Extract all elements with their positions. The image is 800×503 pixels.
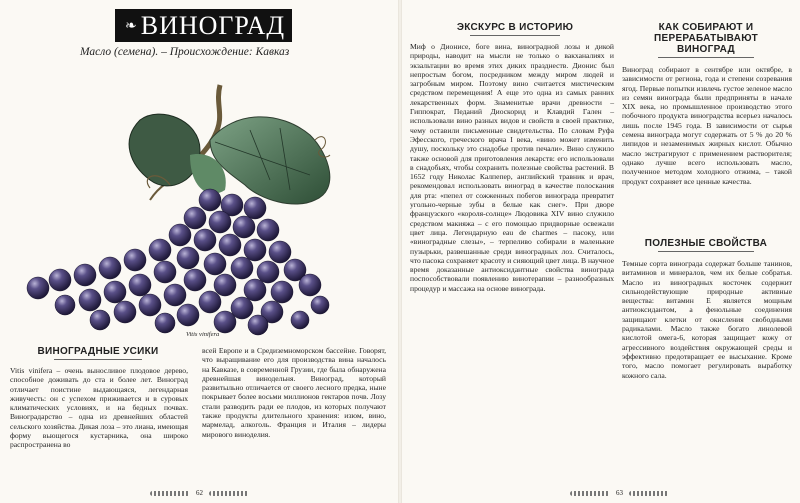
heading-text: КАК СОБИРАЮТ И ПЕРЕРАБАТЫВАЮТ ВИНОГРАД bbox=[654, 22, 758, 55]
page-title bbox=[115, 9, 292, 42]
folio-right bbox=[570, 489, 669, 497]
section-heading-history bbox=[440, 22, 590, 36]
left-column-2 bbox=[202, 346, 386, 439]
heading-rule bbox=[470, 35, 560, 36]
heading-text: ПОЛЕЗНЫЕ СВОЙСТВА bbox=[644, 238, 768, 249]
paragraph: всей Европе и в Средиземноморском бассейне. Говорят, что выращивание его для производства вина началось на Кавказе, в современной Грузии, где была обнаружена древнейшая винодельня. Виноград, который развитыльно отличается от своего лесного предка, ныне покрывает более восьми миллионов гектаров почв. Лозу стали разводить ради ее плодов, из которых получают также продукты длительного хранения: изюм, вино, мармелад, алкоголь. Франция и Италия – лидеры мирового виноделия. bbox=[202, 346, 386, 439]
right-column-1 bbox=[410, 42, 614, 293]
section-heading-tendrils bbox=[24, 346, 172, 360]
folio-ornament-icon bbox=[570, 491, 610, 496]
heading-rule bbox=[658, 57, 754, 58]
heading-text: ЭКСКУРС В ИСТОРИЮ bbox=[456, 22, 574, 33]
folio-ornament-icon bbox=[209, 491, 249, 496]
folio-left bbox=[150, 489, 249, 497]
paragraph: Темные сорта винограда содержат больше танинов, витаминов и минералов, чем их белые собратья. Масло из виноградных косточек содержит сильнодействующие природные активные вещества: витамин Е является мощным антиоксидантом, а фенольные соединения защищают клетки от окисления свободными радикалами. Масло также богато линолевой кислотой омега-6, которая защищает кожу от агрессивного воздействия окружающей среды и эффективно предотвращает ее высыхание. Кроме того, масло помогает регулировать выработку кожного сала. bbox=[622, 259, 792, 380]
heading-rule bbox=[658, 251, 754, 252]
folio-ornament-icon bbox=[629, 491, 669, 496]
paragraph: Vitis vinifera – очень выносливое плодовое дерево, способное доживать до ста и более лет. Виноград отличает поистине выдающаяся, легендарная живучесть: он с успехом приживается и в суровых климатических условиях, и на бедных почвах. Виноградарство – одна из древнейших областей сельского хозяйства. Дикая лоза – это лиана, имеющая форму вьющегося кустарника, она широко распространена во bbox=[10, 366, 188, 450]
page-number: 62 bbox=[196, 489, 203, 497]
grape-illustration bbox=[10, 80, 390, 338]
heading-rule bbox=[54, 359, 143, 360]
left-column-1 bbox=[10, 366, 188, 450]
section-heading-benefits bbox=[626, 238, 786, 252]
folio-ornament-icon bbox=[150, 491, 190, 496]
section-heading-harvest bbox=[626, 22, 786, 58]
right-column-2a bbox=[622, 65, 792, 186]
title-ornament-left-icon: ❧ bbox=[125, 18, 138, 34]
page-gutter bbox=[398, 0, 402, 503]
right-column-2b bbox=[622, 259, 792, 380]
heading-text: ВИНОГРАДНЫЕ УСИКИ bbox=[37, 346, 159, 357]
illustration-caption: Vitis vinifera bbox=[186, 331, 220, 338]
subtitle: Масло (семена). – Происхождение: Кавказ bbox=[80, 46, 290, 58]
title-text: ВИНОГРАД bbox=[140, 11, 286, 40]
page-number: 63 bbox=[616, 489, 623, 497]
paragraph: Виноград собирают в сентябре или октябре, в зависимости от региона, года и степени созревания ягод. Первые попытки извлечь густое зеленое масло из семян винограда были предприняты в начале XIX века, но промышленное производство этого побочного продукта виноградства всерьез началось лишь после 1945 года. В зависимости от сырья семена винограда могут содержать от 5 % до 20 % липидов и незаменимых жирных кислот. Обычно масло экстрагируют с применением растворителя; однако лучше всего использовать масло, полученное методом холодного отжима, – такой продукт сохраняет все ценные качества. bbox=[622, 65, 792, 186]
paragraph: Миф о Дионисе, боге вина, виноградной лозы и дикой природы, наводит на мысли не только о вакханалиях и экзальтации во время этих диких празднеств. Дионис был непростым богом, посредником между миром людей и загробным миром. Поэтому вино считается мистическим средством перемещения! А еще это одна из самых ранних лекарственных форм. Знаменитые врачи древности – Гиппократ, Педаний Диоскорид и Клавдий Гален – использовали вино разных видов и свойств в своей практике, чему оставили письменные свидетельства. По словам Руфа Эфесского, греческого врача I века, «вино может изменить душу, поскольку это снадобье против печали». Вино служило также основой для приготовления лекарств: его использовали в снадобьях, чтобы сохранить полезные свойства растений. В 1652 году Николас Калпепер, английский травник и врач, рекомендовал использовать виноград в качестве полоскания для рта: «пепел от сожженных побегов винограда превратит угольно-черные зубы в белые как снег». При дворе французского «короля-солнце» Людовика XIV вино служило средством макияжа – с его помощью придворные освежали цвет лица. Легендарную eau de charmes – пасоку, или «виноградные слезы», – терпеливо собирали в маленькие пузырьки, развешанные среди виноградных лоз. Считалось, что пасока сохраняет красоту и сияющий цвет лица. В научное время доказанные антиоксидантные свойства винограда поспособствовали появлению винотерапии – разнообразных процедур и массажа на основе винограда. bbox=[410, 42, 614, 293]
